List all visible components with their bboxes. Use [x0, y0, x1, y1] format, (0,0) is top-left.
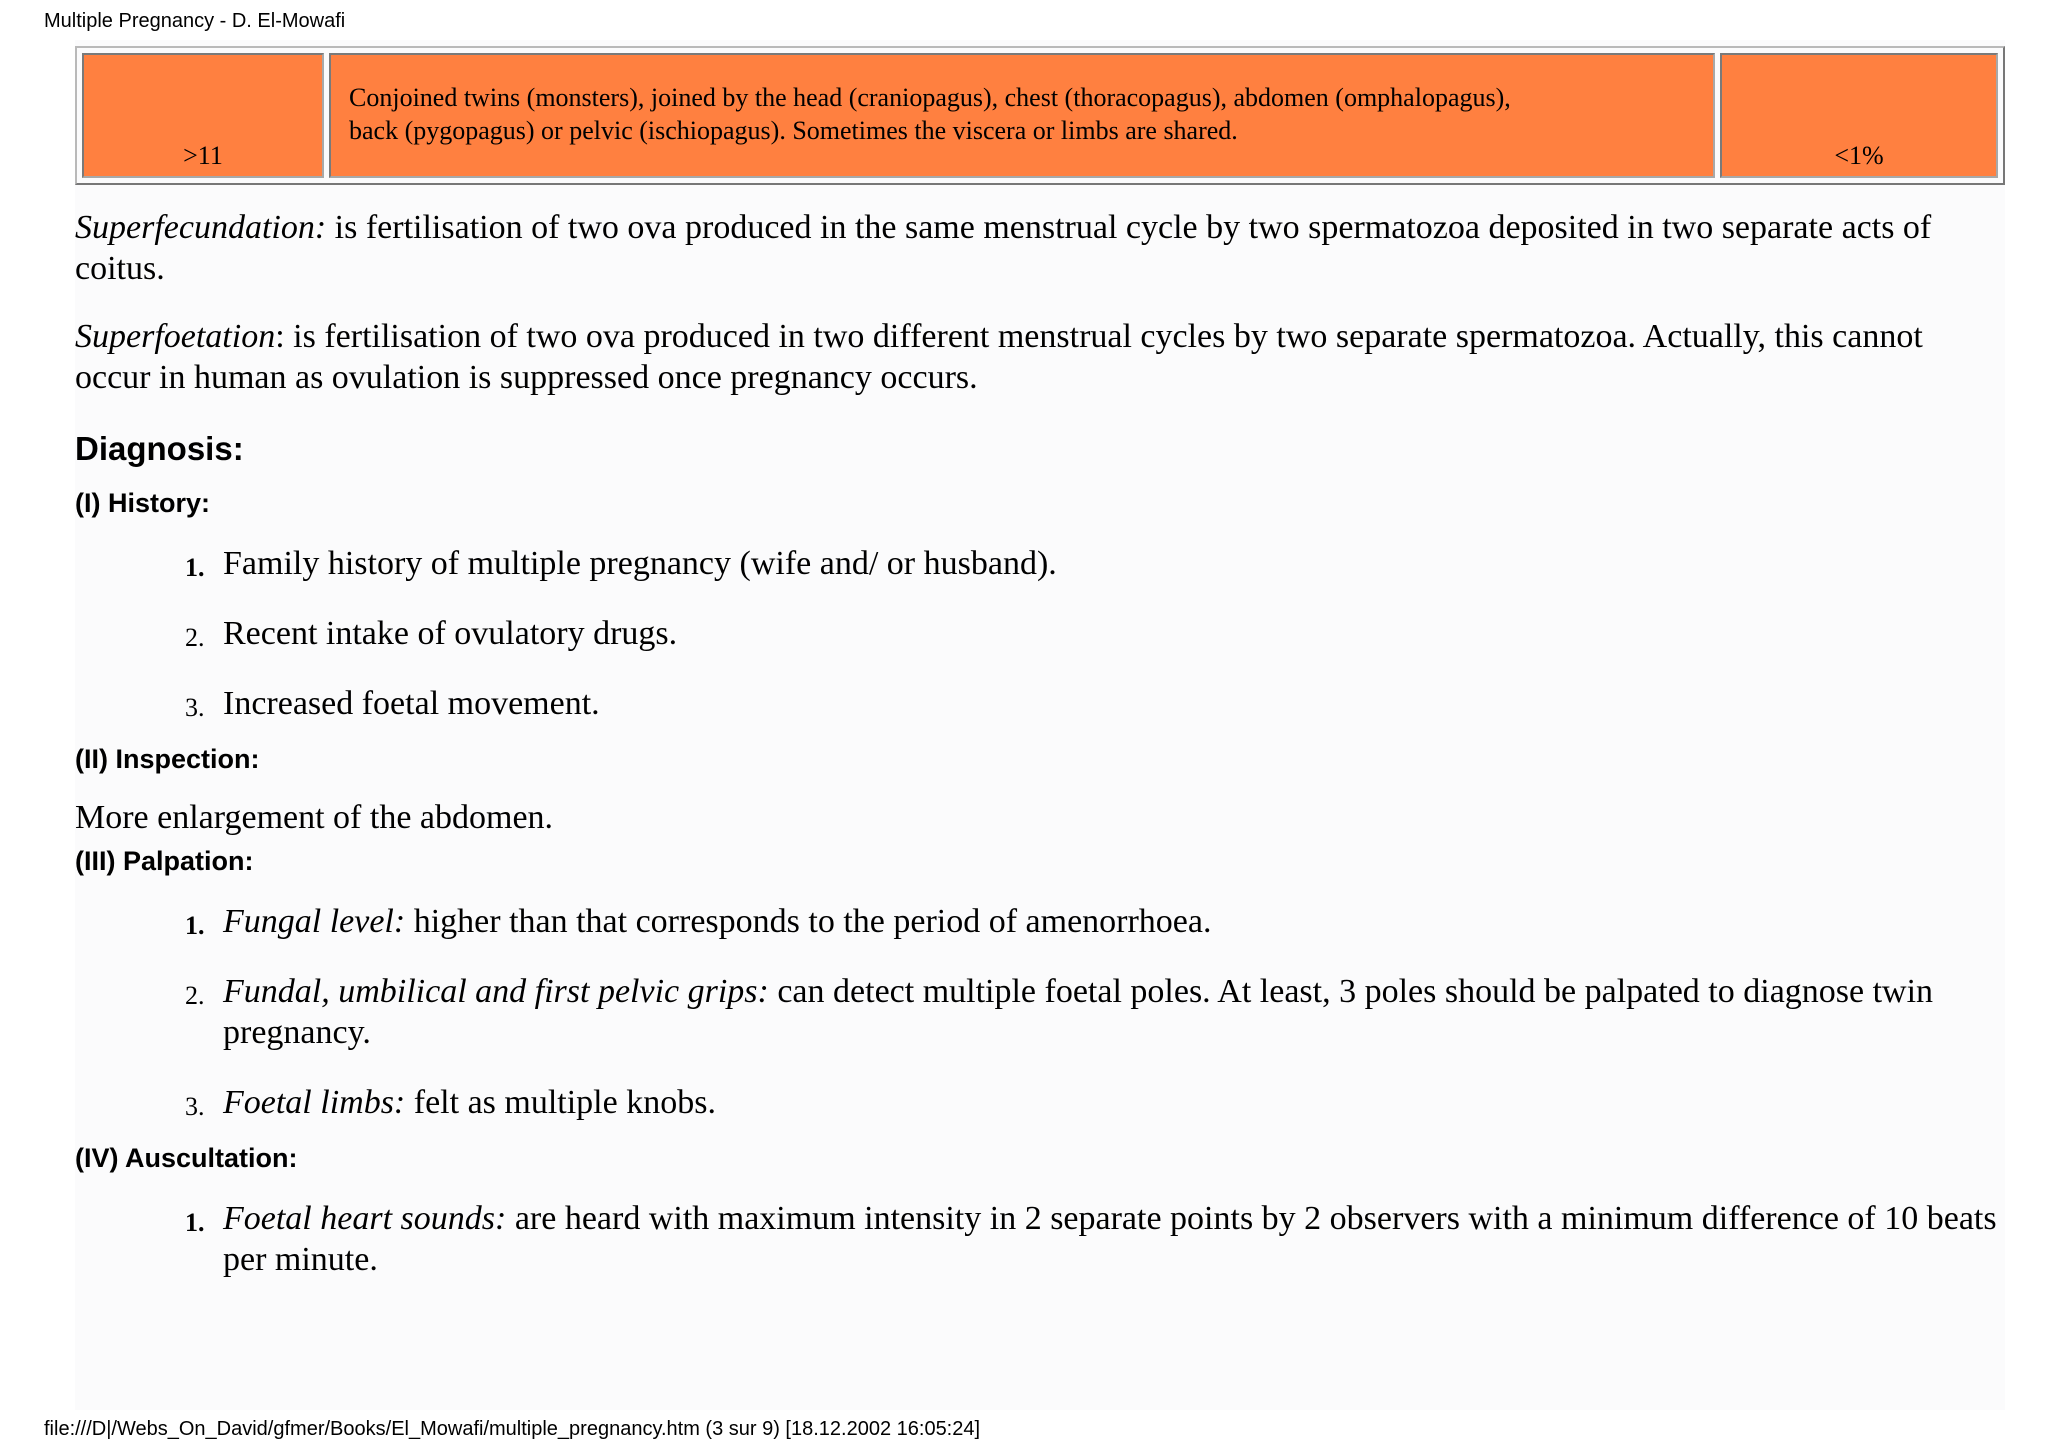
list-item — [75, 613, 2005, 654]
palpation-list — [75, 901, 2005, 1123]
list-item — [75, 901, 2005, 942]
description-line-1: Conjoined twins (monsters), joined by the head (craniopagus), chest (thoracopagus), abdomen (omphalopagus), — [349, 83, 1511, 112]
list-term: Foetal heart sounds: — [223, 1200, 507, 1237]
auscultation-heading: (IV) Auscultation: — [75, 1143, 298, 1173]
list-item — [75, 683, 2005, 724]
list-number: 3. — [185, 1092, 205, 1121]
list-number: 2. — [185, 981, 205, 1010]
list-text: Recent intake of ovulatory drugs. — [223, 615, 678, 652]
incidence-cell: <1% — [1720, 53, 1998, 178]
list-item — [75, 1082, 2005, 1123]
auscultation-list — [75, 1198, 2005, 1280]
inspection-heading: (II) Inspection: — [75, 744, 260, 774]
list-text: are heard with maximum intensity in 2 separate points by 2 observers with a minimum difference of 10 beats per minute. — [223, 1200, 1997, 1278]
description-line-2: back (pygopagus) or pelvic (ischiopagus). Sometimes the viscera or limbs are shared. — [349, 116, 1238, 145]
superfoetation-text: : is fertilisation of two ova produced in two different menstrual cycles by two separate spermatozoa. Actually, this cannot occur in human as ovulation is suppressed once pregnancy occurs. — [75, 318, 1923, 396]
list-number: 1. — [185, 911, 205, 940]
superfoetation-paragraph — [75, 316, 2005, 398]
list-term: Foetal limbs: — [223, 1084, 406, 1121]
diagnosis-heading: Diagnosis: — [75, 430, 244, 467]
history-heading: (I) History: — [75, 488, 210, 518]
list-text: can detect multiple foetal poles. At least, 3 poles should be palpated to diagnose twin pregnancy. — [223, 973, 1934, 1051]
list-term: Fungal level: — [223, 903, 406, 940]
superfecundation-paragraph — [75, 207, 2005, 289]
twins-table — [75, 46, 2005, 185]
history-list — [75, 543, 2005, 724]
list-number: 3. — [185, 693, 205, 722]
list-number: 1. — [185, 1208, 205, 1237]
list-text: Family history of multiple pregnancy (wife and/ or husband). — [223, 545, 1057, 582]
superfoetation-term: Superfoetation — [75, 318, 276, 355]
superfecundation-text: is fertilisation of two ova produced in the same menstrual cycle by two spermatozoa deposited in two separate acts of coitus. — [75, 209, 1932, 287]
description-cell — [329, 53, 1715, 178]
list-number: 1. — [185, 553, 205, 582]
document-content — [75, 46, 2005, 1280]
list-item — [75, 971, 2005, 1053]
list-text: higher than that corresponds to the period of amenorrhoea. — [405, 903, 1212, 940]
list-term: Fundal, umbilical and first pelvic grips: — [223, 973, 769, 1010]
superfecundation-term: Superfecundation: — [75, 209, 327, 246]
print-header: Multiple Pregnancy - D. El-Mowafi — [44, 10, 346, 32]
days-cell: >11 — [82, 53, 324, 178]
table-row — [82, 53, 1998, 178]
list-text: felt as multiple knobs. — [405, 1084, 716, 1121]
print-footer: file:///D|/Webs_On_David/gfmer/Books/El_Mowafi/multiple_pregnancy.htm (3 sur 9) [18.12.2002 16:05:24] — [44, 1418, 981, 1440]
inspection-text: More enlargement of the abdomen. — [75, 799, 554, 836]
list-item — [75, 543, 2005, 584]
list-item — [75, 1198, 2005, 1280]
palpation-heading: (III) Palpation: — [75, 846, 254, 876]
list-text: Increased foetal movement. — [223, 685, 600, 722]
list-number: 2. — [185, 623, 205, 652]
